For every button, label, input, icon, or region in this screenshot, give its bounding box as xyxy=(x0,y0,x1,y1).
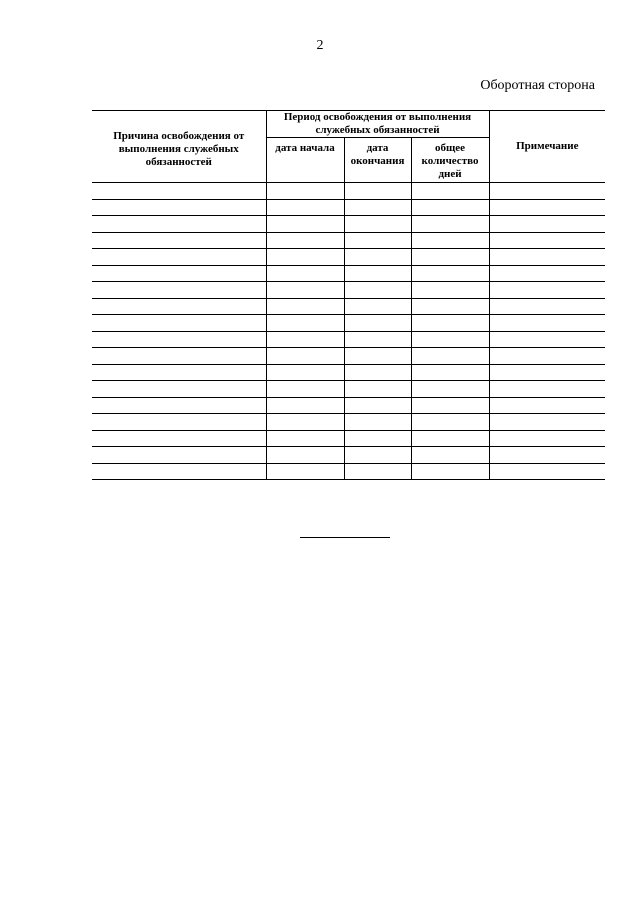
cell-start-date xyxy=(266,414,344,431)
cell-note xyxy=(489,265,605,282)
cell-start-date xyxy=(266,331,344,348)
cell-start-date xyxy=(266,249,344,266)
cell-start-date xyxy=(266,381,344,398)
cell-total-days xyxy=(411,183,489,200)
cell-reason xyxy=(92,298,266,315)
table-row xyxy=(92,232,605,249)
table-row xyxy=(92,447,605,464)
cell-total-days xyxy=(411,447,489,464)
cell-start-date xyxy=(266,348,344,365)
cell-end-date xyxy=(344,315,411,332)
cell-note xyxy=(489,414,605,431)
cell-start-date xyxy=(266,199,344,216)
cell-start-date xyxy=(266,447,344,464)
cell-note xyxy=(489,249,605,266)
cell-end-date xyxy=(344,331,411,348)
cell-end-date xyxy=(344,298,411,315)
cell-start-date xyxy=(266,216,344,233)
cell-end-date xyxy=(344,249,411,266)
table-row xyxy=(92,183,605,200)
cell-start-date xyxy=(266,183,344,200)
cell-note xyxy=(489,199,605,216)
cell-start-date xyxy=(266,298,344,315)
cell-reason xyxy=(92,447,266,464)
cell-reason xyxy=(92,364,266,381)
cell-total-days xyxy=(411,199,489,216)
cell-end-date xyxy=(344,381,411,398)
cell-note xyxy=(489,315,605,332)
cell-start-date xyxy=(266,397,344,414)
cell-end-date xyxy=(344,348,411,365)
cell-note xyxy=(489,447,605,464)
cell-end-date xyxy=(344,199,411,216)
cell-total-days xyxy=(411,364,489,381)
cell-end-date xyxy=(344,183,411,200)
column-header-end-date: дата окончания xyxy=(344,138,411,183)
table-row xyxy=(92,331,605,348)
cell-reason xyxy=(92,232,266,249)
cell-total-days xyxy=(411,430,489,447)
cell-start-date xyxy=(266,232,344,249)
table-row xyxy=(92,298,605,315)
table-row xyxy=(92,216,605,233)
page-number: 2 xyxy=(316,38,324,53)
cell-start-date xyxy=(266,315,344,332)
cell-total-days xyxy=(411,414,489,431)
column-header-period: Период освобождения от выполнения служебных обязанностей xyxy=(266,111,489,138)
cell-note xyxy=(489,232,605,249)
cell-start-date xyxy=(266,364,344,381)
cell-reason xyxy=(92,414,266,431)
cell-total-days xyxy=(411,397,489,414)
cell-end-date xyxy=(344,232,411,249)
cell-reason xyxy=(92,348,266,365)
table-row xyxy=(92,397,605,414)
cell-reason xyxy=(92,463,266,480)
cell-start-date xyxy=(266,265,344,282)
cell-end-date xyxy=(344,364,411,381)
cell-note xyxy=(489,331,605,348)
cell-start-date xyxy=(266,282,344,299)
cell-reason xyxy=(92,265,266,282)
closing-rule xyxy=(300,537,390,538)
cell-end-date xyxy=(344,447,411,464)
cell-note xyxy=(489,282,605,299)
cell-end-date xyxy=(344,397,411,414)
column-header-note: Примечание xyxy=(489,111,605,183)
cell-reason xyxy=(92,315,266,332)
cell-reason xyxy=(92,199,266,216)
cell-reason xyxy=(92,282,266,299)
cell-total-days xyxy=(411,216,489,233)
reverse-side-label: Оборотная сторона xyxy=(480,78,595,93)
cell-total-days xyxy=(411,282,489,299)
cell-start-date xyxy=(266,430,344,447)
cell-total-days xyxy=(411,463,489,480)
cell-end-date xyxy=(344,463,411,480)
table-row xyxy=(92,463,605,480)
column-header-start-date: дата начала xyxy=(266,138,344,183)
cell-reason xyxy=(92,331,266,348)
cell-total-days xyxy=(411,348,489,365)
table-row xyxy=(92,364,605,381)
cell-total-days xyxy=(411,265,489,282)
cell-total-days xyxy=(411,331,489,348)
cell-reason xyxy=(92,430,266,447)
cell-end-date xyxy=(344,282,411,299)
column-header-reason: Причина освобождения от выполнения служебных обязанностей xyxy=(92,111,266,183)
cell-reason xyxy=(92,381,266,398)
table-row xyxy=(92,249,605,266)
cell-end-date xyxy=(344,414,411,431)
cell-note xyxy=(489,348,605,365)
cell-total-days xyxy=(411,315,489,332)
cell-reason xyxy=(92,249,266,266)
cell-note xyxy=(489,397,605,414)
cell-total-days xyxy=(411,381,489,398)
table-row xyxy=(92,430,605,447)
cell-note xyxy=(489,463,605,480)
cell-note xyxy=(489,298,605,315)
table-row xyxy=(92,414,605,431)
cell-total-days xyxy=(411,249,489,266)
cell-end-date xyxy=(344,216,411,233)
table-row xyxy=(92,315,605,332)
column-header-total-days: общее количество дней xyxy=(411,138,489,183)
table-body xyxy=(92,183,605,480)
cell-reason xyxy=(92,216,266,233)
release-period-table xyxy=(92,110,605,480)
table-row xyxy=(92,381,605,398)
cell-total-days xyxy=(411,232,489,249)
table-row xyxy=(92,265,605,282)
cell-note xyxy=(489,183,605,200)
cell-end-date xyxy=(344,265,411,282)
cell-reason xyxy=(92,397,266,414)
cell-reason xyxy=(92,183,266,200)
cell-note xyxy=(489,216,605,233)
table-row xyxy=(92,348,605,365)
cell-note xyxy=(489,364,605,381)
table-row xyxy=(92,282,605,299)
table-row xyxy=(92,199,605,216)
cell-note xyxy=(489,381,605,398)
cell-note xyxy=(489,430,605,447)
cell-start-date xyxy=(266,463,344,480)
cell-total-days xyxy=(411,298,489,315)
cell-end-date xyxy=(344,430,411,447)
